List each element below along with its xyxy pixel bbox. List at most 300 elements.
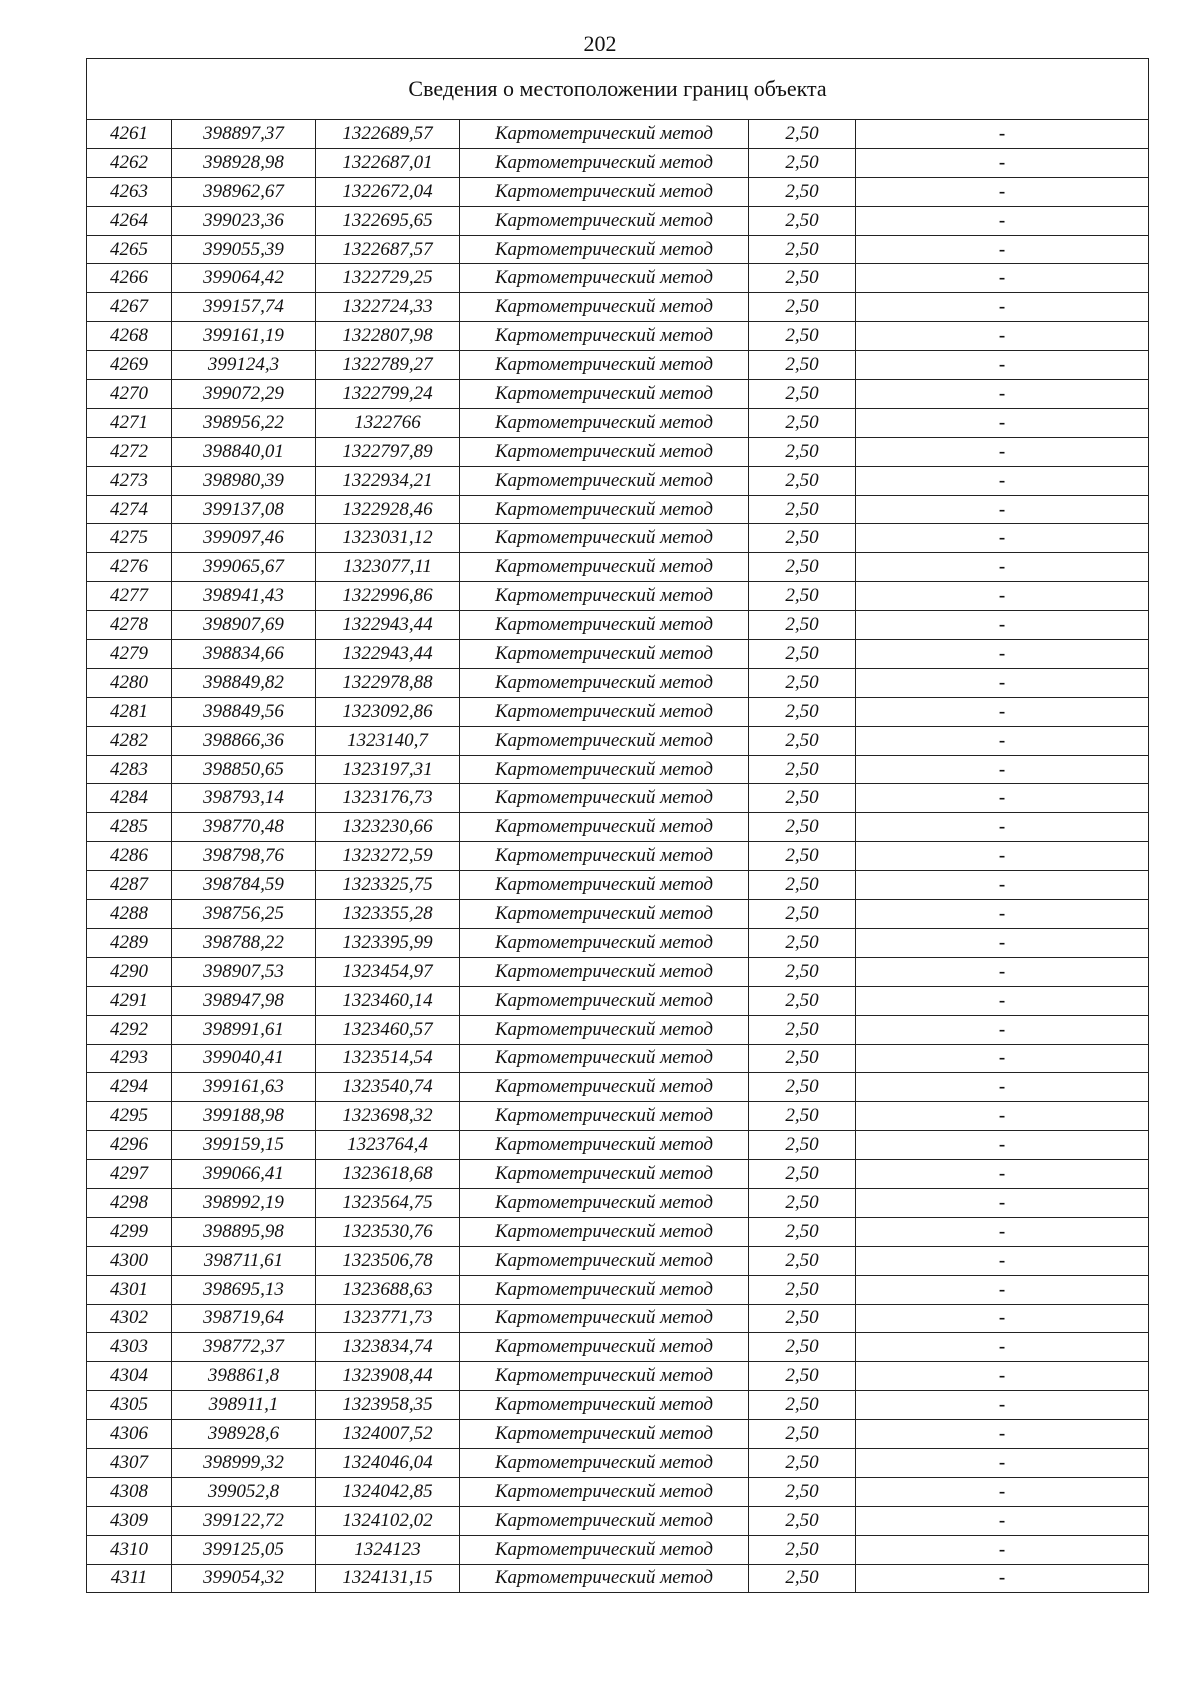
- cell-x-coordinate: 398849,56: [172, 697, 316, 726]
- cell-precision: 2,50: [749, 495, 856, 524]
- page-number: 202: [583, 31, 617, 56]
- cell-y-coordinate: 1324131,15: [316, 1564, 460, 1593]
- table-row: [87, 611, 1149, 640]
- cell-precision: 2,50: [749, 842, 856, 871]
- cell-point-number: 4292: [87, 1015, 172, 1044]
- cell-y-coordinate: 1323092,86: [316, 697, 460, 726]
- cell-precision: 2,50: [749, 206, 856, 235]
- cell-y-coordinate: 1322689,57: [316, 120, 460, 149]
- cell-x-coordinate: 399064,42: [172, 264, 316, 293]
- cell-description: -: [856, 466, 1149, 495]
- cell-method: Картометрический метод: [460, 1362, 749, 1391]
- cell-y-coordinate: 1324046,04: [316, 1448, 460, 1477]
- cell-x-coordinate: 398947,98: [172, 986, 316, 1015]
- cell-x-coordinate: 398928,98: [172, 148, 316, 177]
- table-row: [87, 120, 1149, 149]
- cell-description: -: [856, 582, 1149, 611]
- cell-precision: 2,50: [749, 986, 856, 1015]
- cell-method: Картометрический метод: [460, 697, 749, 726]
- cell-y-coordinate: 1323834,74: [316, 1333, 460, 1362]
- cell-description: -: [856, 1217, 1149, 1246]
- table-row: [87, 640, 1149, 669]
- table-row: [87, 1275, 1149, 1304]
- table-row: [87, 1217, 1149, 1246]
- cell-precision: 2,50: [749, 784, 856, 813]
- cell-description: -: [856, 1188, 1149, 1217]
- cell-precision: 2,50: [749, 322, 856, 351]
- cell-y-coordinate: 1323197,31: [316, 755, 460, 784]
- cell-x-coordinate: 399124,3: [172, 351, 316, 380]
- cell-y-coordinate: 1323530,76: [316, 1217, 460, 1246]
- cell-point-number: 4300: [87, 1246, 172, 1275]
- cell-method: Картометрический метод: [460, 235, 749, 264]
- cell-point-number: 4302: [87, 1304, 172, 1333]
- table-row: [87, 1131, 1149, 1160]
- cell-point-number: 4288: [87, 900, 172, 929]
- cell-y-coordinate: 1322766: [316, 408, 460, 437]
- cell-method: Картометрический метод: [460, 524, 749, 553]
- cell-point-number: 4261: [87, 120, 172, 149]
- cell-description: -: [856, 668, 1149, 697]
- cell-x-coordinate: 398770,48: [172, 813, 316, 842]
- cell-y-coordinate: 1324123: [316, 1535, 460, 1564]
- cell-description: -: [856, 1160, 1149, 1189]
- cell-point-number: 4268: [87, 322, 172, 351]
- table-row: [87, 1420, 1149, 1449]
- cell-x-coordinate: 399072,29: [172, 380, 316, 409]
- cell-description: -: [856, 206, 1149, 235]
- cell-method: Картометрический метод: [460, 1391, 749, 1420]
- cell-x-coordinate: 398850,65: [172, 755, 316, 784]
- cell-method: Картометрический метод: [460, 495, 749, 524]
- cell-y-coordinate: 1322928,46: [316, 495, 460, 524]
- cell-point-number: 4282: [87, 726, 172, 755]
- table-row: [87, 1506, 1149, 1535]
- cell-method: Картометрический метод: [460, 1160, 749, 1189]
- cell-point-number: 4298: [87, 1188, 172, 1217]
- cell-method: Картометрический метод: [460, 582, 749, 611]
- cell-precision: 2,50: [749, 1246, 856, 1275]
- cell-method: Картометрический метод: [460, 466, 749, 495]
- cell-y-coordinate: 1322996,86: [316, 582, 460, 611]
- cell-precision: 2,50: [749, 408, 856, 437]
- cell-x-coordinate: 398711,61: [172, 1246, 316, 1275]
- cell-y-coordinate: 1323958,35: [316, 1391, 460, 1420]
- cell-description: -: [856, 697, 1149, 726]
- cell-precision: 2,50: [749, 351, 856, 380]
- cell-precision: 2,50: [749, 1102, 856, 1131]
- cell-description: -: [856, 813, 1149, 842]
- cell-description: -: [856, 842, 1149, 871]
- cell-description: -: [856, 1535, 1149, 1564]
- cell-x-coordinate: 398897,37: [172, 120, 316, 149]
- cell-description: -: [856, 986, 1149, 1015]
- cell-description: -: [856, 437, 1149, 466]
- cell-description: -: [856, 957, 1149, 986]
- cell-x-coordinate: 399040,41: [172, 1044, 316, 1073]
- cell-method: Картометрический метод: [460, 206, 749, 235]
- cell-description: -: [856, 900, 1149, 929]
- cell-y-coordinate: 1322797,89: [316, 437, 460, 466]
- cell-point-number: 4265: [87, 235, 172, 264]
- cell-description: -: [856, 351, 1149, 380]
- cell-x-coordinate: 398793,14: [172, 784, 316, 813]
- cell-description: -: [856, 928, 1149, 957]
- table-row: [87, 1044, 1149, 1073]
- cell-y-coordinate: 1323564,75: [316, 1188, 460, 1217]
- table-row: [87, 466, 1149, 495]
- cell-precision: 2,50: [749, 871, 856, 900]
- cell-method: Картометрический метод: [460, 957, 749, 986]
- cell-point-number: 4273: [87, 466, 172, 495]
- cell-precision: 2,50: [749, 755, 856, 784]
- cell-method: Картометрический метод: [460, 1535, 749, 1564]
- cell-point-number: 4309: [87, 1506, 172, 1535]
- cell-x-coordinate: 399161,63: [172, 1073, 316, 1102]
- cell-point-number: 4289: [87, 928, 172, 957]
- cell-method: Картометрический метод: [460, 408, 749, 437]
- cell-method: Картометрический метод: [460, 264, 749, 293]
- cell-x-coordinate: 398895,98: [172, 1217, 316, 1246]
- cell-x-coordinate: 399122,72: [172, 1506, 316, 1535]
- table-title: Сведения о местоположении границ объекта: [87, 59, 1149, 120]
- cell-y-coordinate: 1323272,59: [316, 842, 460, 871]
- cell-description: -: [856, 640, 1149, 669]
- cell-precision: 2,50: [749, 1188, 856, 1217]
- cell-description: -: [856, 293, 1149, 322]
- cell-description: -: [856, 1448, 1149, 1477]
- table-row: [87, 408, 1149, 437]
- cell-point-number: 4290: [87, 957, 172, 986]
- cell-method: Картометрический метод: [460, 668, 749, 697]
- table-row: [87, 1535, 1149, 1564]
- cell-description: -: [856, 1477, 1149, 1506]
- cell-description: -: [856, 871, 1149, 900]
- table-row: [87, 380, 1149, 409]
- cell-x-coordinate: 398991,61: [172, 1015, 316, 1044]
- cell-point-number: 4301: [87, 1275, 172, 1304]
- table-row: [87, 1564, 1149, 1593]
- cell-description: -: [856, 1304, 1149, 1333]
- cell-x-coordinate: 398928,6: [172, 1420, 316, 1449]
- cell-description: -: [856, 1506, 1149, 1535]
- cell-point-number: 4283: [87, 755, 172, 784]
- cell-precision: 2,50: [749, 1044, 856, 1073]
- cell-point-number: 4286: [87, 842, 172, 871]
- table-row: [87, 1073, 1149, 1102]
- cell-x-coordinate: 398992,19: [172, 1188, 316, 1217]
- table-row: [87, 1246, 1149, 1275]
- cell-precision: 2,50: [749, 120, 856, 149]
- table-row: [87, 900, 1149, 929]
- cell-precision: 2,50: [749, 466, 856, 495]
- cell-point-number: 4291: [87, 986, 172, 1015]
- table-row: [87, 1391, 1149, 1420]
- cell-method: Картометрический метод: [460, 1448, 749, 1477]
- cell-x-coordinate: 399161,19: [172, 322, 316, 351]
- cell-method: Картометрический метод: [460, 813, 749, 842]
- cell-y-coordinate: 1322789,27: [316, 351, 460, 380]
- cell-method: Картометрический метод: [460, 1564, 749, 1593]
- cell-precision: 2,50: [749, 1160, 856, 1189]
- table-row: [87, 726, 1149, 755]
- cell-x-coordinate: 399066,41: [172, 1160, 316, 1189]
- cell-method: Картометрический метод: [460, 1073, 749, 1102]
- cell-y-coordinate: 1322687,01: [316, 148, 460, 177]
- cell-description: -: [856, 1420, 1149, 1449]
- cell-precision: 2,50: [749, 957, 856, 986]
- table-row: [87, 1448, 1149, 1477]
- cell-point-number: 4267: [87, 293, 172, 322]
- cell-y-coordinate: 1322724,33: [316, 293, 460, 322]
- cell-point-number: 4296: [87, 1131, 172, 1160]
- cell-method: Картометрический метод: [460, 900, 749, 929]
- cell-x-coordinate: 398907,69: [172, 611, 316, 640]
- cell-y-coordinate: 1323506,78: [316, 1246, 460, 1275]
- cell-method: Картометрический метод: [460, 351, 749, 380]
- cell-point-number: 4277: [87, 582, 172, 611]
- cell-y-coordinate: 1323460,57: [316, 1015, 460, 1044]
- cell-y-coordinate: 1323618,68: [316, 1160, 460, 1189]
- table-row: [87, 1477, 1149, 1506]
- cell-precision: 2,50: [749, 1275, 856, 1304]
- cell-method: Картометрический метод: [460, 1188, 749, 1217]
- cell-precision: 2,50: [749, 1535, 856, 1564]
- cell-point-number: 4270: [87, 380, 172, 409]
- cell-point-number: 4276: [87, 553, 172, 582]
- cell-precision: 2,50: [749, 524, 856, 553]
- cell-method: Картометрический метод: [460, 177, 749, 206]
- cell-point-number: 4274: [87, 495, 172, 524]
- cell-x-coordinate: 398756,25: [172, 900, 316, 929]
- cell-precision: 2,50: [749, 1506, 856, 1535]
- cell-point-number: 4263: [87, 177, 172, 206]
- cell-y-coordinate: 1322943,44: [316, 640, 460, 669]
- cell-point-number: 4275: [87, 524, 172, 553]
- cell-method: Картометрический метод: [460, 120, 749, 149]
- cell-method: Картометрический метод: [460, 1131, 749, 1160]
- table-row: [87, 755, 1149, 784]
- cell-x-coordinate: 399065,67: [172, 553, 316, 582]
- cell-method: Картометрический метод: [460, 611, 749, 640]
- cell-method: Картометрический метод: [460, 1506, 749, 1535]
- cell-description: -: [856, 235, 1149, 264]
- cell-precision: 2,50: [749, 235, 856, 264]
- cell-precision: 2,50: [749, 697, 856, 726]
- cell-precision: 2,50: [749, 813, 856, 842]
- cell-description: -: [856, 755, 1149, 784]
- cell-precision: 2,50: [749, 1477, 856, 1506]
- cell-y-coordinate: 1323355,28: [316, 900, 460, 929]
- cell-precision: 2,50: [749, 1391, 856, 1420]
- cell-description: -: [856, 1564, 1149, 1593]
- table-row: [87, 495, 1149, 524]
- cell-y-coordinate: 1323688,63: [316, 1275, 460, 1304]
- cell-y-coordinate: 1323514,54: [316, 1044, 460, 1073]
- cell-description: -: [856, 177, 1149, 206]
- cell-method: Картометрический метод: [460, 1275, 749, 1304]
- table-row: [87, 1188, 1149, 1217]
- cell-point-number: 4271: [87, 408, 172, 437]
- cell-x-coordinate: 399054,32: [172, 1564, 316, 1593]
- cell-description: -: [856, 264, 1149, 293]
- cell-description: -: [856, 120, 1149, 149]
- cell-method: Картометрический метод: [460, 1217, 749, 1246]
- table-row: [87, 206, 1149, 235]
- cell-y-coordinate: 1323077,11: [316, 553, 460, 582]
- cell-point-number: 4306: [87, 1420, 172, 1449]
- cell-x-coordinate: 399137,08: [172, 495, 316, 524]
- cell-y-coordinate: 1323460,14: [316, 986, 460, 1015]
- cell-point-number: 4262: [87, 148, 172, 177]
- cell-method: Картометрический метод: [460, 1246, 749, 1275]
- cell-y-coordinate: 1322672,04: [316, 177, 460, 206]
- cell-description: -: [856, 611, 1149, 640]
- cell-y-coordinate: 1322807,98: [316, 322, 460, 351]
- cell-method: Картометрический метод: [460, 640, 749, 669]
- cell-precision: 2,50: [749, 668, 856, 697]
- cell-x-coordinate: 398861,8: [172, 1362, 316, 1391]
- table-row: [87, 1102, 1149, 1131]
- cell-x-coordinate: 398866,36: [172, 726, 316, 755]
- table-row: [87, 293, 1149, 322]
- cell-y-coordinate: 1323395,99: [316, 928, 460, 957]
- cell-method: Картометрический метод: [460, 928, 749, 957]
- cell-precision: 2,50: [749, 1015, 856, 1044]
- table-row: [87, 1362, 1149, 1391]
- cell-y-coordinate: 1322687,57: [316, 235, 460, 264]
- cell-method: Картометрический метод: [460, 293, 749, 322]
- cell-point-number: 4285: [87, 813, 172, 842]
- cell-x-coordinate: 399055,39: [172, 235, 316, 264]
- table-row: [87, 322, 1149, 351]
- cell-point-number: 4269: [87, 351, 172, 380]
- cell-description: -: [856, 1015, 1149, 1044]
- cell-point-number: 4272: [87, 437, 172, 466]
- cell-x-coordinate: 398907,53: [172, 957, 316, 986]
- table-row: [87, 437, 1149, 466]
- cell-precision: 2,50: [749, 640, 856, 669]
- table-row: [87, 784, 1149, 813]
- cell-point-number: 4299: [87, 1217, 172, 1246]
- cell-description: -: [856, 553, 1149, 582]
- cell-description: -: [856, 726, 1149, 755]
- cell-y-coordinate: 1323771,73: [316, 1304, 460, 1333]
- cell-precision: 2,50: [749, 582, 856, 611]
- cell-description: -: [856, 380, 1149, 409]
- cell-description: -: [856, 322, 1149, 351]
- table-row: [87, 697, 1149, 726]
- cell-y-coordinate: 1323230,66: [316, 813, 460, 842]
- cell-x-coordinate: 398999,32: [172, 1448, 316, 1477]
- cell-x-coordinate: 398798,76: [172, 842, 316, 871]
- cell-x-coordinate: 398941,43: [172, 582, 316, 611]
- cell-x-coordinate: 398840,01: [172, 437, 316, 466]
- cell-method: Картометрический метод: [460, 380, 749, 409]
- cell-y-coordinate: 1323698,32: [316, 1102, 460, 1131]
- cell-method: Картометрический метод: [460, 322, 749, 351]
- cell-point-number: 4280: [87, 668, 172, 697]
- table-row: [87, 957, 1149, 986]
- cell-point-number: 4287: [87, 871, 172, 900]
- cell-description: -: [856, 1275, 1149, 1304]
- cell-x-coordinate: 398695,13: [172, 1275, 316, 1304]
- cell-point-number: 4304: [87, 1362, 172, 1391]
- cell-method: Картометрический метод: [460, 1044, 749, 1073]
- cell-description: -: [856, 1391, 1149, 1420]
- cell-description: -: [856, 784, 1149, 813]
- cell-y-coordinate: 1322729,25: [316, 264, 460, 293]
- cell-y-coordinate: 1323325,75: [316, 871, 460, 900]
- cell-x-coordinate: 398719,64: [172, 1304, 316, 1333]
- cell-precision: 2,50: [749, 1564, 856, 1593]
- cell-y-coordinate: 1324007,52: [316, 1420, 460, 1449]
- cell-precision: 2,50: [749, 900, 856, 929]
- cell-y-coordinate: 1323540,74: [316, 1073, 460, 1102]
- table-row: [87, 582, 1149, 611]
- cell-precision: 2,50: [749, 1448, 856, 1477]
- cell-y-coordinate: 1322934,21: [316, 466, 460, 495]
- cell-point-number: 4310: [87, 1535, 172, 1564]
- cell-precision: 2,50: [749, 437, 856, 466]
- cell-description: -: [856, 1246, 1149, 1275]
- cell-precision: 2,50: [749, 1131, 856, 1160]
- cell-x-coordinate: 399097,46: [172, 524, 316, 553]
- cell-description: -: [856, 1333, 1149, 1362]
- table-row: [87, 871, 1149, 900]
- cell-x-coordinate: 399125,05: [172, 1535, 316, 1564]
- cell-description: -: [856, 524, 1149, 553]
- cell-y-coordinate: 1322978,88: [316, 668, 460, 697]
- cell-method: Картометрический метод: [460, 1015, 749, 1044]
- cell-precision: 2,50: [749, 293, 856, 322]
- cell-y-coordinate: 1323908,44: [316, 1362, 460, 1391]
- cell-precision: 2,50: [749, 1073, 856, 1102]
- table-row: [87, 264, 1149, 293]
- cell-x-coordinate: 398788,22: [172, 928, 316, 957]
- cell-description: -: [856, 1044, 1149, 1073]
- cell-x-coordinate: 398849,82: [172, 668, 316, 697]
- cell-precision: 2,50: [749, 928, 856, 957]
- cell-point-number: 4303: [87, 1333, 172, 1362]
- table-row: [87, 1304, 1149, 1333]
- cell-method: Картометрический метод: [460, 148, 749, 177]
- cell-y-coordinate: 1324042,85: [316, 1477, 460, 1506]
- cell-description: -: [856, 495, 1149, 524]
- cell-precision: 2,50: [749, 1304, 856, 1333]
- table-row: [87, 928, 1149, 957]
- table-row: [87, 351, 1149, 380]
- cell-description: -: [856, 408, 1149, 437]
- cell-method: Картометрический метод: [460, 1102, 749, 1131]
- table-row: [87, 148, 1149, 177]
- cell-point-number: 4297: [87, 1160, 172, 1189]
- cell-description: -: [856, 1131, 1149, 1160]
- table-row: [87, 813, 1149, 842]
- cell-method: Картометрический метод: [460, 755, 749, 784]
- table-row: [87, 842, 1149, 871]
- cell-point-number: 4294: [87, 1073, 172, 1102]
- cell-method: Картометрический метод: [460, 553, 749, 582]
- cell-point-number: 4284: [87, 784, 172, 813]
- table-row: [87, 177, 1149, 206]
- cell-x-coordinate: 398980,39: [172, 466, 316, 495]
- cell-precision: 2,50: [749, 1420, 856, 1449]
- cell-x-coordinate: 399188,98: [172, 1102, 316, 1131]
- cell-precision: 2,50: [749, 1333, 856, 1362]
- cell-y-coordinate: 1323031,12: [316, 524, 460, 553]
- table-title-row: [87, 59, 1149, 120]
